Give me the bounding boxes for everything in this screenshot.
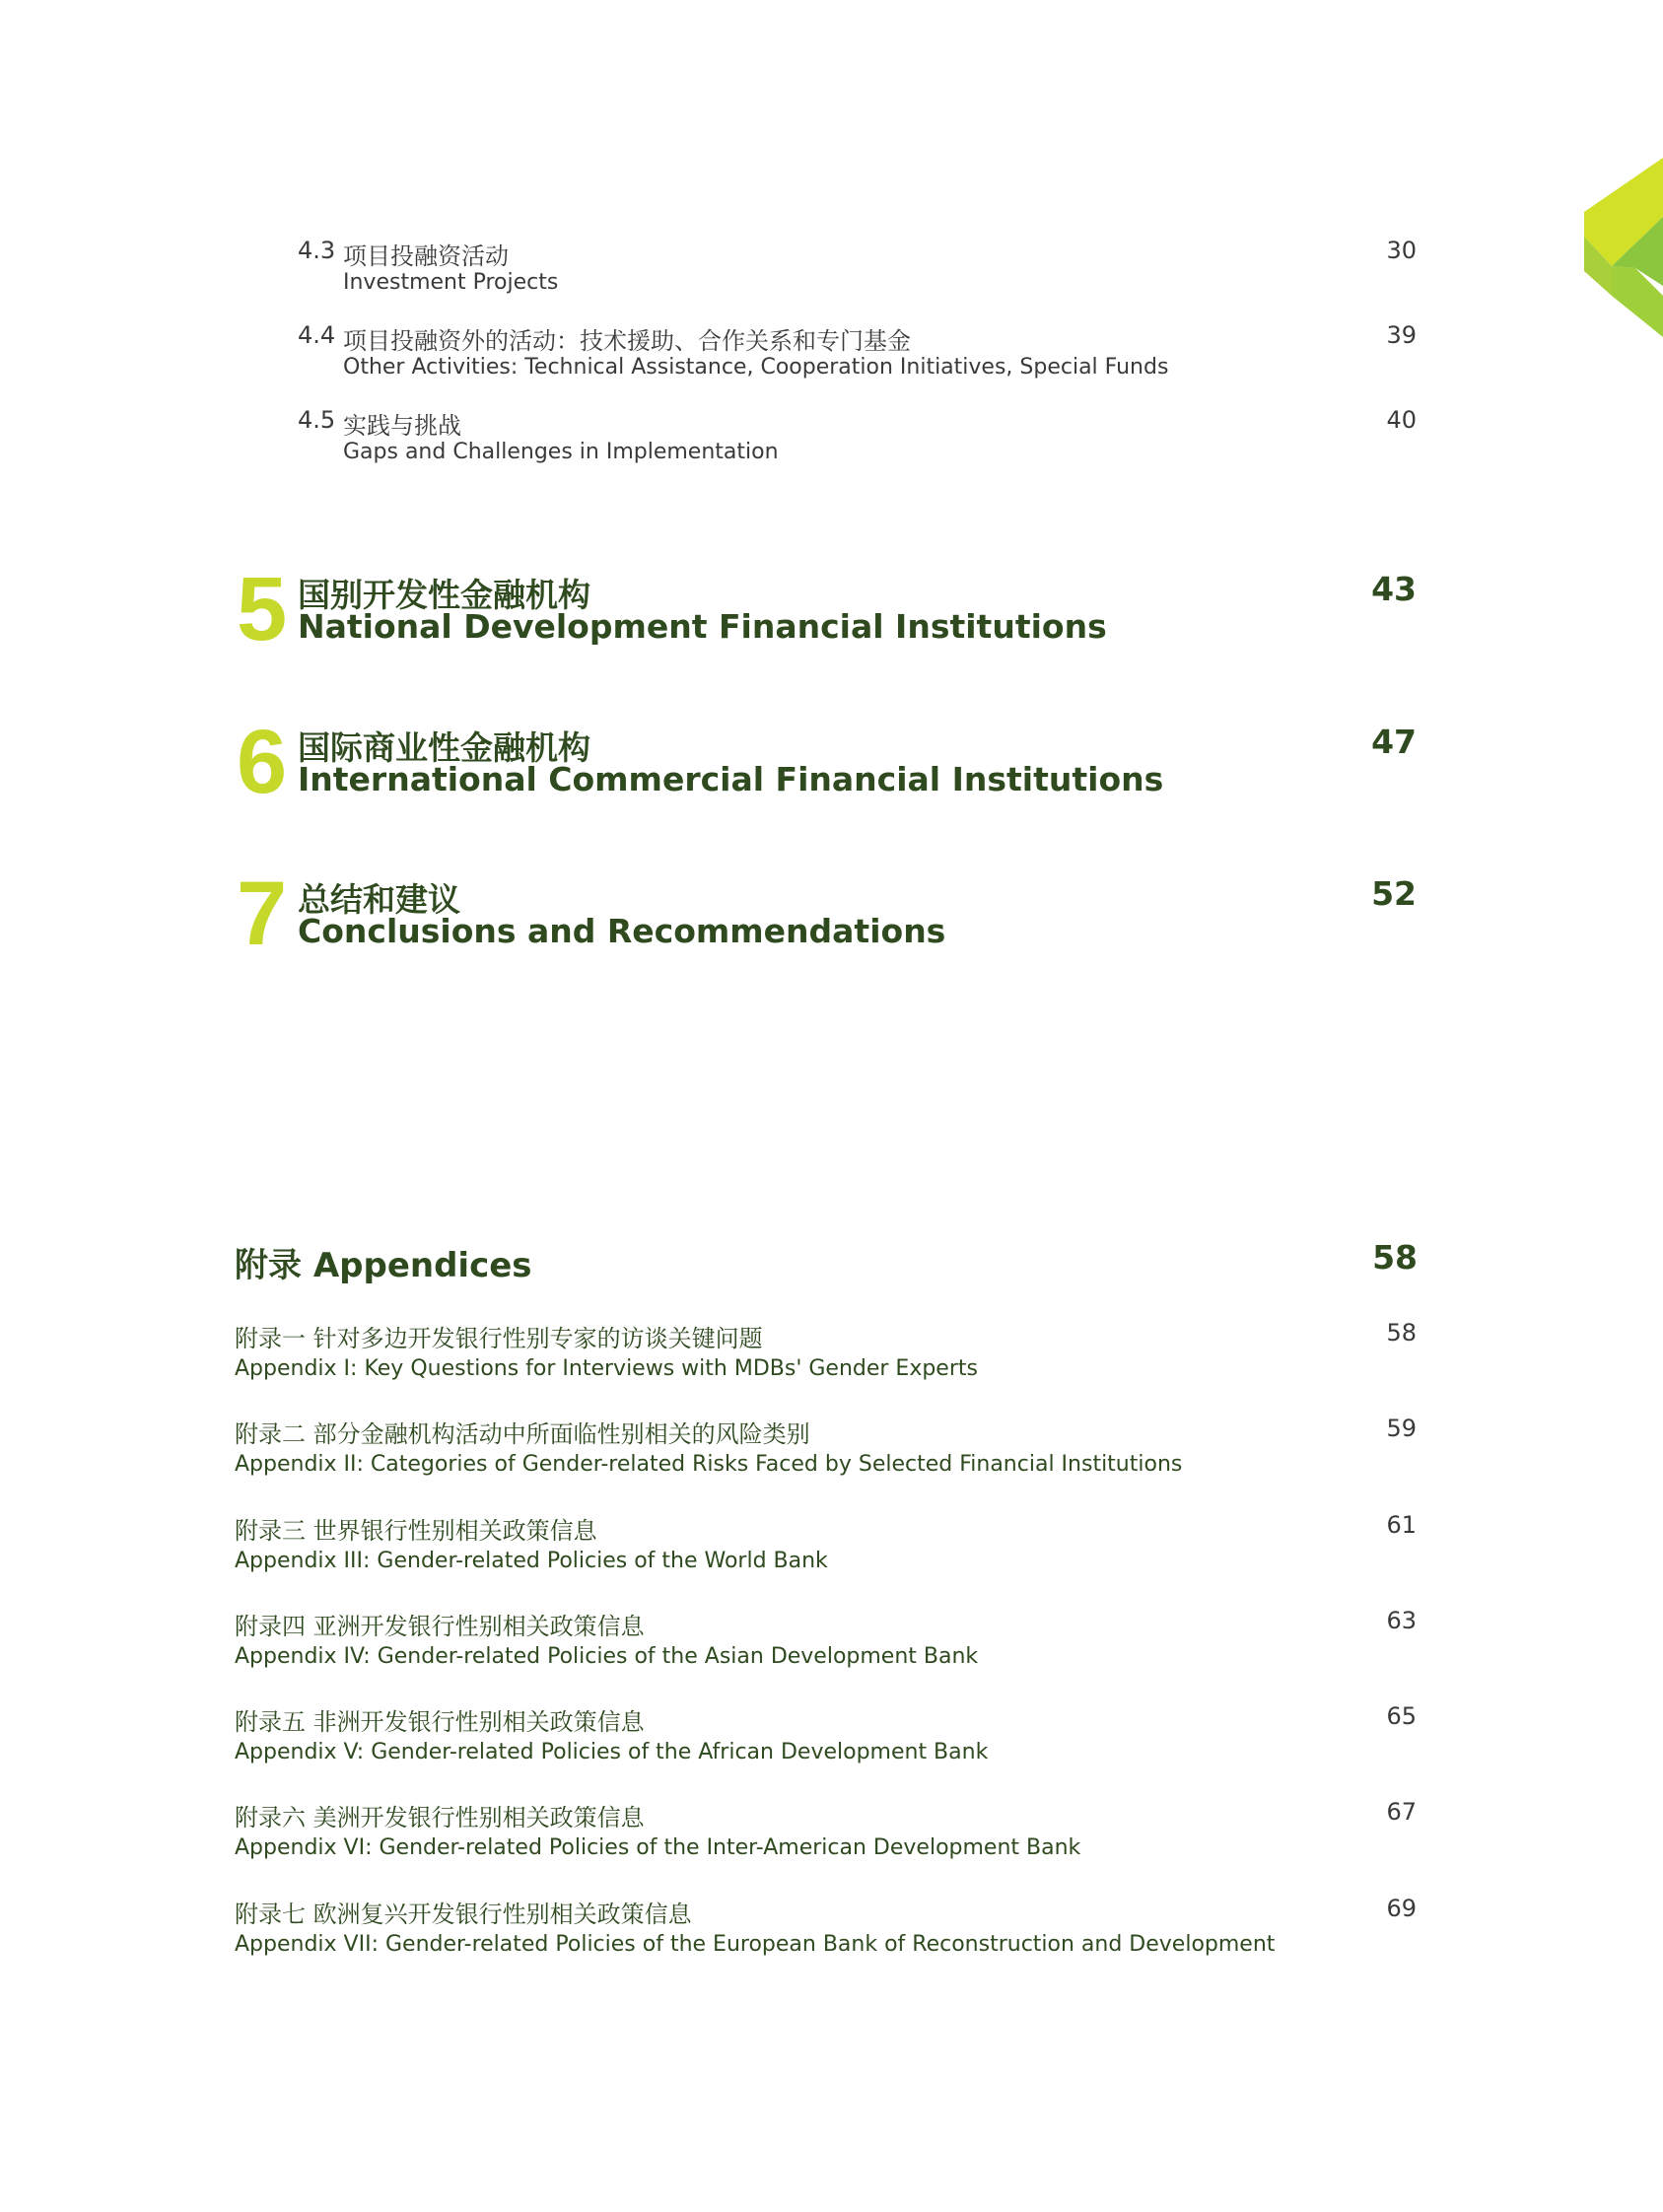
chapter-title-cn: 国际商业性金融机构 — [298, 728, 590, 767]
toc-appendix-6[interactable] — [235, 1798, 1417, 1877]
entry-number: 4.4 — [298, 321, 336, 349]
appendix-page-number: 59 — [1386, 1415, 1417, 1442]
toc-appendix-3[interactable] — [235, 1511, 1417, 1590]
appendix-title-en: Appendix VII: Gender-related Policies of the European Bank of Reconstruction and Development — [235, 1932, 1276, 1957]
chapter-title-en: International Commercial Financial Institutions — [298, 760, 1164, 798]
appendix-title-cn: 附录五 非洲开发银行性别相关政策信息 — [235, 1708, 645, 1736]
toc-chapter-5[interactable] — [237, 559, 1417, 668]
toc-appendix-4[interactable] — [235, 1607, 1417, 1686]
entry-title-en: Investment Projects — [343, 270, 559, 295]
appendix-page-number: 63 — [1386, 1607, 1417, 1634]
appendix-title-cn: 附录四 亚洲开发银行性别相关政策信息 — [235, 1613, 645, 1640]
appendix-title-en: Appendix II: Categories of Gender-related Risks Faced by Selected Financial Institutions — [235, 1452, 1183, 1477]
entry-title-en: Gaps and Challenges in Implementation — [343, 440, 779, 464]
chapter-title-en: Conclusions and Recommendations — [298, 912, 946, 950]
entry-page-number: 30 — [1386, 237, 1417, 264]
appendix-title-en: Appendix VI: Gender-related Policies of the Inter-American Development Bank — [235, 1835, 1081, 1860]
appendix-page-number: 61 — [1386, 1511, 1417, 1539]
entry-title-cn: 项目投融资外的活动：技术援助、合作关系和专门基金 — [343, 327, 911, 355]
appendices-page-number: 58 — [1372, 1238, 1418, 1277]
toc-appendices-heading[interactable] — [235, 1238, 1418, 1287]
appendix-title-cn: 附录六 美洲开发银行性别相关政策信息 — [235, 1804, 645, 1832]
entry-title-en: Other Activities: Technical Assistance, Cooperation Initiatives, Special Funds — [343, 355, 1169, 380]
appendix-title-cn: 附录一 针对多边开发银行性别专家的访谈关键问题 — [235, 1325, 763, 1352]
toc-chapter-6[interactable] — [237, 712, 1417, 821]
chapter-number: 7 — [237, 864, 288, 964]
toc-entry-4-5[interactable] — [298, 406, 1417, 475]
chapter-title-en: National Development Financial Institutions — [298, 607, 1107, 646]
chapter-title-cn: 国别开发性金融机构 — [298, 576, 590, 614]
chapter-page-number: 52 — [1371, 874, 1417, 913]
appendix-title-en: Appendix IV: Gender-related Policies of the Asian Development Bank — [235, 1644, 979, 1669]
appendix-page-number: 65 — [1386, 1702, 1417, 1730]
appendix-page-number: 69 — [1386, 1895, 1417, 1922]
toc-appendix-1[interactable] — [235, 1319, 1417, 1398]
appendix-title-en: Appendix V: Gender-related Policies of the African Development Bank — [235, 1740, 989, 1764]
toc-entry-4-3[interactable] — [298, 237, 1417, 306]
toc-appendix-5[interactable] — [235, 1702, 1417, 1781]
appendix-title-en: Appendix III: Gender-related Policies of the World Bank — [235, 1549, 828, 1573]
toc-appendix-7[interactable] — [235, 1895, 1417, 1973]
chapter-page-number: 47 — [1371, 723, 1417, 761]
chapter-number: 5 — [237, 559, 288, 659]
chapter-page-number: 43 — [1371, 570, 1417, 608]
entry-number: 4.5 — [298, 406, 336, 434]
entry-title-cn: 项目投融资活动 — [343, 242, 509, 270]
appendix-title-en: Appendix I: Key Questions for Interviews with MDBs' Gender Experts — [235, 1356, 978, 1381]
appendix-title-cn: 附录二 部分金融机构活动中所面临性别相关的风险类别 — [235, 1420, 810, 1448]
chapter-number: 6 — [237, 712, 288, 812]
appendix-page-number: 67 — [1386, 1798, 1417, 1826]
entry-page-number: 40 — [1386, 406, 1417, 434]
appendix-title-cn: 附录七 欧洲复兴开发银行性别相关政策信息 — [235, 1901, 692, 1928]
corner-chevron-logo — [1584, 158, 1663, 345]
toc-appendix-2[interactable] — [235, 1415, 1417, 1493]
entry-page-number: 39 — [1386, 321, 1417, 349]
entry-title-cn: 实践与挑战 — [343, 412, 461, 440]
toc-entry-4-4[interactable] — [298, 321, 1417, 390]
chapter-title-cn: 总结和建议 — [298, 880, 460, 919]
appendices-title: 附录 Appendices — [235, 1246, 532, 1285]
appendix-title-cn: 附录三 世界银行性别相关政策信息 — [235, 1517, 597, 1545]
entry-number: 4.3 — [298, 237, 336, 264]
appendix-page-number: 58 — [1386, 1319, 1417, 1347]
toc-chapter-7[interactable] — [237, 864, 1417, 973]
